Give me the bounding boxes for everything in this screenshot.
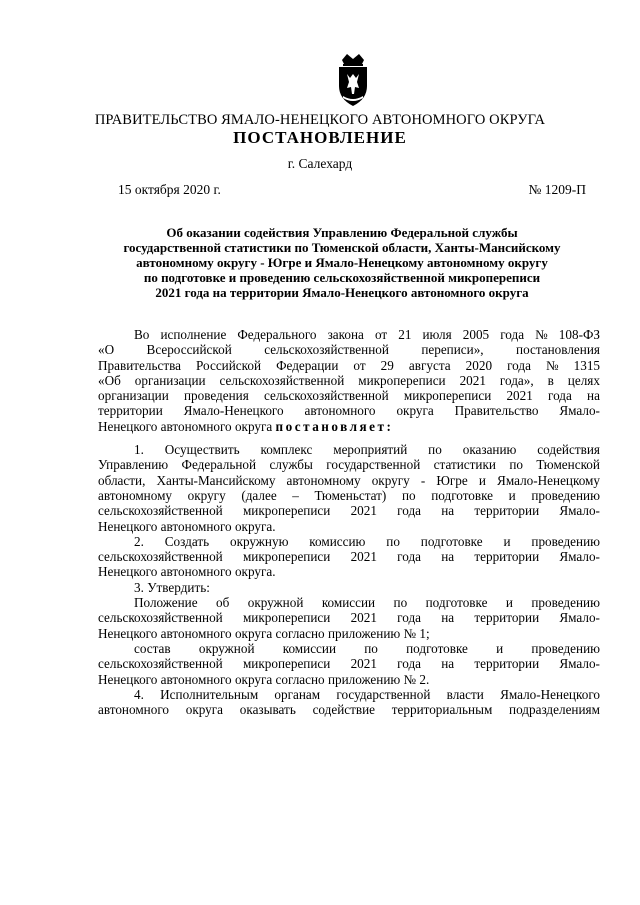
word: по: [386, 533, 400, 549]
city: г. Салехард: [287, 156, 353, 171]
word: Ямало-: [559, 549, 600, 565]
text-line: [98, 503, 600, 518]
word: микропереписи: [242, 549, 331, 565]
word: подготовке: [431, 487, 494, 503]
word: от: [374, 327, 388, 342]
word: на: [587, 388, 600, 404]
word: подразделениям: [509, 702, 600, 718]
word: сельскохозяйственной: [98, 503, 223, 519]
text-line: [98, 373, 600, 388]
word: содействие: [312, 702, 376, 718]
item-1: [98, 442, 600, 534]
text-fragment: Ненецкого автономного округа согласно приложению № 2.: [98, 671, 430, 687]
title-line: по подготовке и проведению сельскохозяйственной микропереписи: [143, 270, 541, 285]
word: территории: [474, 503, 540, 519]
word: микропереписи: [403, 388, 492, 404]
text-line: [98, 564, 600, 579]
text-fragment: Ненецкого автономного округа.: [98, 518, 276, 534]
word: 2.: [134, 533, 144, 549]
word: подготовке: [420, 533, 483, 549]
word: автономного: [98, 702, 170, 718]
word: комплекс: [260, 442, 313, 458]
decree-word: постановляет: [275, 418, 387, 434]
word: округу: [371, 472, 410, 488]
text-line: [98, 519, 600, 534]
word: проведения: [183, 388, 249, 404]
word: мероприятий: [333, 442, 408, 458]
word: Ямало-Ненецкого: [500, 686, 600, 702]
text-line: [98, 473, 600, 488]
word: содействия: [537, 442, 600, 458]
word: сельскохозяйственной: [98, 610, 223, 626]
word: по: [428, 442, 442, 458]
word: года»,: [499, 372, 534, 388]
text-fragment: :: [386, 418, 391, 434]
word: года: [397, 549, 422, 565]
word: округу: [187, 487, 226, 503]
word: 2021: [350, 656, 377, 672]
word: 1315: [573, 357, 600, 373]
word: от: [353, 357, 366, 373]
word: проведению: [531, 640, 600, 656]
word: и: [496, 640, 504, 656]
word: №: [545, 357, 559, 373]
word: микропереписи: [242, 610, 331, 626]
word: Российской: [196, 357, 262, 373]
word: Тюменьстат): [314, 487, 387, 503]
word: и: [508, 487, 516, 503]
word: 2021: [350, 610, 377, 626]
word: Правительство: [454, 403, 539, 419]
word: по: [509, 457, 523, 473]
text-line: [98, 534, 600, 549]
title-line: 2021 года на территории Ямало-Ненецкого автономного округа: [155, 285, 529, 300]
word: Федеральной: [181, 457, 257, 473]
word: службы: [269, 457, 313, 473]
word: целях: [567, 372, 600, 388]
word: на: [441, 656, 455, 672]
item-2: [98, 534, 600, 580]
word: –: [292, 487, 299, 503]
text-line: [98, 442, 600, 457]
word: 1.: [134, 442, 144, 458]
word: Всероссийской: [146, 342, 232, 358]
word: 2021: [459, 372, 486, 388]
word: власти: [446, 686, 484, 702]
text-line: [98, 580, 600, 595]
word: и: [478, 472, 486, 488]
word: территориальным: [391, 702, 493, 718]
word: автономному: [98, 487, 173, 503]
word: подготовке: [425, 595, 488, 611]
text-line: [98, 358, 600, 373]
word: комиссию: [309, 533, 366, 549]
word: об: [215, 595, 230, 611]
word: окружной: [198, 640, 255, 656]
document-type: ПОСТАНОВЛЕНИЕ: [233, 128, 407, 147]
coat-of-arms-icon: [333, 52, 373, 108]
word: Югре: [436, 472, 468, 488]
word: 4.: [134, 686, 144, 702]
word: Ямало-: [559, 656, 600, 672]
word: Ямало-: [559, 403, 600, 419]
word: Исполнительным: [160, 686, 259, 702]
word: 2021: [350, 549, 377, 565]
word: Правительства: [98, 357, 181, 373]
word: года: [548, 388, 572, 404]
text-line: [98, 342, 600, 357]
text-line: [98, 403, 600, 418]
word: Управлению: [98, 457, 169, 473]
word: сельскохозяйственной: [98, 549, 223, 565]
word: Ямало-Ненецкому: [497, 472, 600, 488]
word: в: [547, 372, 554, 388]
word: на: [441, 503, 455, 519]
title-line: государственной статистики по Тюменской области, Ханты-Мансийскому: [123, 240, 561, 255]
word: 2020: [465, 357, 493, 373]
word: микропереписи: [242, 503, 331, 519]
word: Федерации: [276, 357, 339, 373]
word: переписи»,: [421, 342, 484, 358]
word: области,: [98, 472, 146, 488]
word: 29: [380, 357, 394, 373]
word: Создать: [164, 533, 210, 549]
word: сельскохозяйственной: [263, 388, 389, 404]
word: года: [507, 357, 531, 373]
word: микропереписи: [358, 372, 446, 388]
word: и: [503, 533, 511, 549]
word: округа: [185, 702, 224, 718]
word: проведению: [531, 533, 600, 549]
text-fragment: Ненецкого автономного округа согласно приложению № 1;: [98, 625, 430, 641]
word: автономного: [304, 403, 376, 419]
item-3: [98, 580, 600, 595]
word: комиссии: [321, 595, 376, 611]
document-body: [98, 327, 600, 717]
government-name: ПРАВИТЕЛЬСТВО ЯМАЛО-НЕНЕЦКОГО АВТОНОМНОГО ОКРУГА: [94, 112, 546, 128]
word: Ямало-Ненецкого: [183, 403, 284, 419]
word: микропереписи: [242, 656, 331, 672]
word: года: [500, 327, 525, 342]
word: состав: [134, 640, 171, 656]
word: «Об: [98, 372, 121, 388]
document-number: № 1209-П: [528, 182, 586, 197]
word: проведению: [531, 487, 600, 503]
word: 21: [398, 327, 412, 342]
word: 2021: [506, 388, 533, 404]
title-line: автономному округу - Югре и Ямало-Ненецкому автономному округу: [136, 255, 548, 270]
word: «О: [98, 342, 115, 358]
word: подготовке: [406, 640, 468, 656]
text-line: [98, 488, 600, 503]
word: постановления: [516, 342, 600, 358]
text-line: [98, 419, 600, 434]
word: (далее: [241, 487, 277, 503]
word: закона: [327, 327, 364, 342]
word: округа: [396, 403, 434, 419]
text-fragment: Ненецкого автономного округа: [98, 418, 276, 434]
word: года: [397, 610, 422, 626]
paragraph-preamble: [98, 327, 600, 434]
word: государственной: [336, 686, 431, 702]
word: исполнение: [160, 327, 227, 342]
word: Ямало-: [559, 610, 600, 626]
word: года: [397, 503, 422, 519]
text-line: [98, 656, 600, 671]
word: по: [393, 595, 408, 611]
word: Ханты-Мансийскому: [156, 472, 276, 488]
text-line: [98, 687, 600, 702]
word: -: [420, 472, 426, 488]
word: 2005: [462, 327, 490, 342]
word: органам: [274, 686, 321, 702]
word: августа: [408, 357, 451, 373]
word: и: [505, 595, 513, 611]
word: окружную: [229, 533, 289, 549]
word: сельскохозяйственной: [219, 372, 345, 388]
word: территории: [474, 549, 540, 565]
word: оказывать: [239, 702, 296, 718]
document-title: [92, 225, 592, 300]
word: территории: [474, 656, 540, 672]
item-3-composition: [98, 641, 600, 687]
word: Осуществить: [164, 442, 240, 458]
word: Ямало-: [559, 503, 600, 519]
text-line: [98, 457, 600, 472]
word: статистики: [433, 457, 496, 473]
word: территории: [98, 403, 163, 419]
word: по: [364, 640, 378, 656]
text-fragment: Ненецкого автономного округа.: [98, 564, 276, 580]
document-date: 15 октября 2020 г.: [118, 182, 221, 197]
text-line: [98, 626, 600, 641]
text-line: [98, 610, 600, 625]
word: проведению: [531, 595, 600, 611]
word: сельскохозяйственной: [98, 656, 223, 672]
text-line: [98, 641, 600, 656]
text-line: [98, 595, 600, 610]
text-line: [98, 549, 600, 564]
word: оказанию: [462, 442, 517, 458]
word: автономному: [286, 472, 361, 488]
word: сельскохозяйственной: [264, 342, 389, 358]
word: организации: [134, 372, 206, 388]
word: Положение: [134, 595, 198, 611]
word: комиссии: [282, 640, 337, 656]
title-line: Об оказании содействия Управлению Федеральной службы: [166, 225, 518, 240]
word: июля: [422, 327, 452, 342]
word: территории: [474, 610, 540, 626]
text-fragment: 3. Утвердить:: [134, 579, 210, 595]
text-line: [98, 702, 600, 717]
word: на: [441, 549, 455, 565]
word: 108-ФЗ: [558, 327, 600, 342]
word: по: [401, 487, 416, 503]
word: Тюменской: [536, 457, 600, 473]
word: Во: [134, 327, 150, 342]
item-3-regulation: [98, 595, 600, 641]
word: №: [535, 327, 548, 342]
word: 2021: [350, 503, 377, 519]
text-line: [98, 672, 600, 687]
word: окружной: [247, 595, 304, 611]
word: государственной: [326, 457, 421, 473]
word: Федерального: [237, 327, 317, 342]
item-4: [98, 687, 600, 718]
word: года: [397, 656, 422, 672]
text-line: [98, 327, 600, 342]
word: на: [441, 610, 455, 626]
text-line: [98, 388, 600, 403]
word: организации: [98, 388, 169, 404]
